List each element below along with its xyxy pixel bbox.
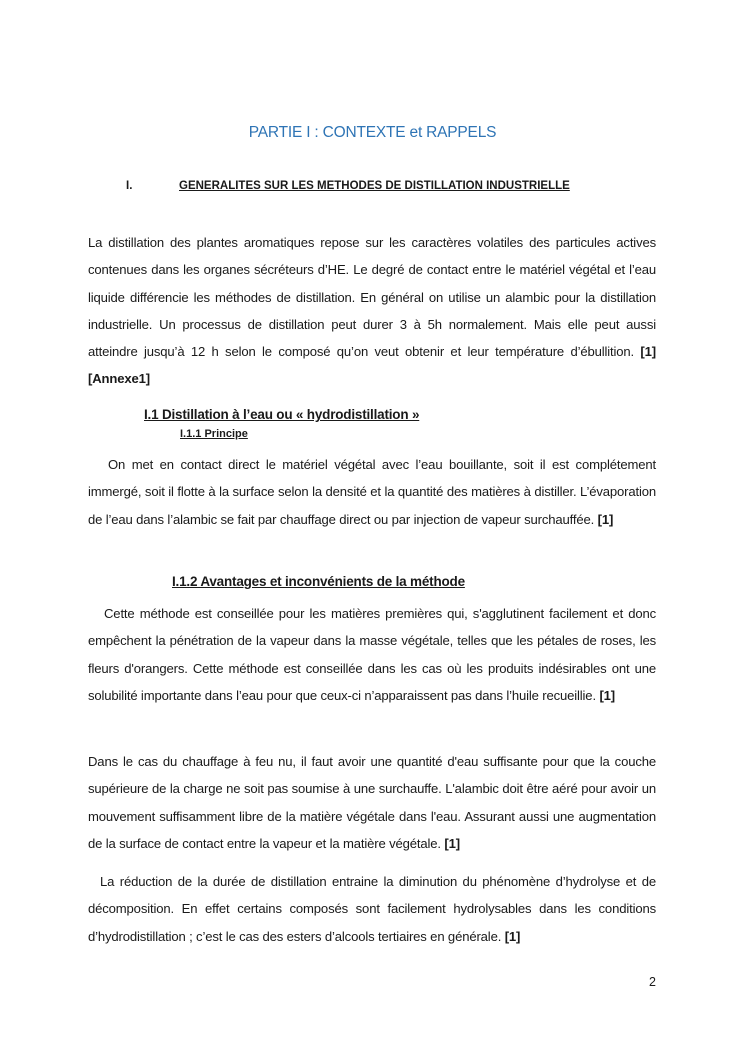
avantages-paragraph-3: [88, 868, 656, 950]
intro-paragraph: [88, 229, 656, 393]
avantages-paragraph-1: [88, 600, 656, 709]
subsection-heading-principe: I.1.1 Principe: [180, 428, 248, 440]
principe-paragraph: [88, 451, 656, 533]
section-number: I.: [126, 180, 133, 192]
avantages-text-2: Dans le cas du chauffage à feu nu, il faut avoir une quantité d'eau suffisante pour que la couche supérieure de la charge ne soit pas soumise à une surchauffe. L'alambic doit être aéré pour avoir un mouvement suffisamment libre de la matière végétale dans l'eau. Assurant aussi une augmentation de la surface de contact entre la vapeur et la matière végétale.: [88, 754, 656, 851]
page-number: 2: [649, 975, 656, 989]
section-title: GENERALITES SUR LES METHODES DE DISTILLATION INDUSTRIELLE: [179, 180, 570, 192]
avantages-text-3: La réduction de la durée de distillation entraine la diminution du phénomène d’hydrolyse et de décomposition. En effet certains composés sont facilement hydrolysables dans les conditions d’hydrodistillation ; c’est le cas des esters d’alcools tertiaires en générale.: [88, 874, 656, 944]
principe-reference: [1]: [597, 511, 614, 527]
subsection-heading-hydrodistillation: I.1 Distillation à l’eau ou « hydrodistillation »: [144, 407, 420, 422]
avantages-paragraph-2: [88, 748, 656, 857]
principe-text: On met en contact direct le matériel végétal avec l’eau bouillante, soit il est complétement immergé, soit il flotte à la surface selon la densité et la quantité des matières à distiller. L’évaporation de l’eau dans l’alambic se fait par chauffage direct ou par injection de vapeur surchauffée.: [88, 457, 656, 527]
page-title: PARTIE I : CONTEXTE et RAPPELS: [248, 124, 497, 141]
avantages-reference-3: [1]: [504, 928, 521, 944]
avantages-text-1: Cette méthode est conseillée pour les matières premières qui, s'agglutinent facilement et donc empêchent la pénétration de la vapeur dans la masse végétale, telles que les pétales de roses, les fleurs d'orangers. Cette méthode est conseillée dans les cas où les produits indésirables ont une solubilité importante dans l’eau pour que ceux-ci n’apparaissent pas dans l’huile recueillie.: [88, 606, 656, 703]
intro-text: La distillation des plantes aromatiques repose sur les caractères volatiles des particules actives contenues dans les organes sécréteurs d’HE. Le degré de contact entre le matériel végétal et l’eau liquide différencie les méthodes de distillation. En général on utilise un alambic pour la distillation industrielle. Un processus de distillation peut durer 3 à 5h normalement. Mais elle peut aussi atteindre jusqu’à 12 h selon le composé qu’on veut obtenir et leur température d’ébullition.: [88, 235, 656, 360]
avantages-reference-2: [1]: [444, 835, 460, 851]
avantages-reference-1: [1]: [599, 687, 615, 703]
section-heading: [126, 180, 570, 192]
intro-reference: [1][Annexe1]: [88, 344, 656, 387]
subsection-heading-avantages: I.1.2 Avantages et inconvénients de la méthode: [172, 574, 465, 589]
